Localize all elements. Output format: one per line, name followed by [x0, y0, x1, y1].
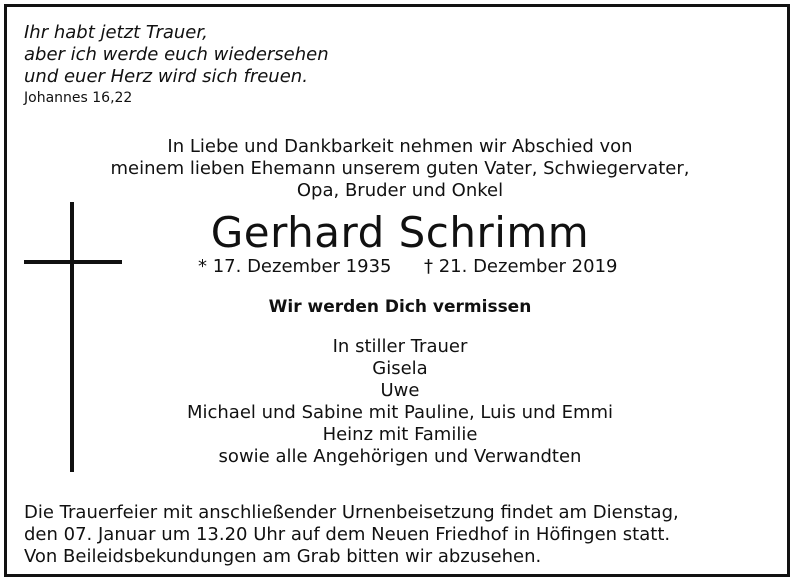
birth-date: * 17. Dezember 1935: [198, 256, 392, 277]
quote-line-2: aber ich werde euch wiedersehen: [24, 44, 329, 65]
death-date: † 21. Dezember 2019: [424, 256, 618, 277]
mourner-line-5: Heinz mit Familie: [322, 424, 478, 445]
mourner-line-1: In stiller Trauer: [332, 336, 468, 357]
intro-line-2: meinem lieben Ehemann unserem guten Vater, Schwiegervater,: [110, 158, 690, 179]
mourner-line-6: sowie alle Angehörigen und Verwandten: [218, 446, 582, 467]
mourner-line-2: Gisela: [372, 358, 428, 379]
miss-line: Wir werden Dich vermissen: [268, 297, 532, 317]
intro-line-3: Opa, Bruder und Onkel: [296, 180, 504, 201]
deceased-name: Gerhard Schrimm: [210, 208, 590, 257]
footer-line-3: Von Beileidsbekundungen am Grab bitten wir abzusehen.: [24, 546, 542, 567]
intro-line-1: In Liebe und Dankbarkeit nehmen wir Abschied von: [167, 136, 633, 157]
footer-line-1: Die Trauerfeier mit anschließender Urnenbeisetzung findet am Dienstag,: [24, 502, 679, 523]
quote-reference: Johannes 16,22: [24, 90, 133, 106]
mourner-line-3: Uwe: [380, 380, 420, 401]
quote-line-3: und euer Herz wird sich freuen.: [24, 66, 308, 87]
mourner-line-4: Michael und Sabine mit Pauline, Luis und Emmi: [186, 402, 614, 423]
cross-icon-bar: [24, 260, 122, 264]
quote-line-1: Ihr habt jetzt Trauer,: [24, 22, 208, 43]
footer-line-2: den 07. Januar um 13.20 Uhr auf dem Neuen Friedhof in Höfingen statt.: [24, 524, 671, 545]
